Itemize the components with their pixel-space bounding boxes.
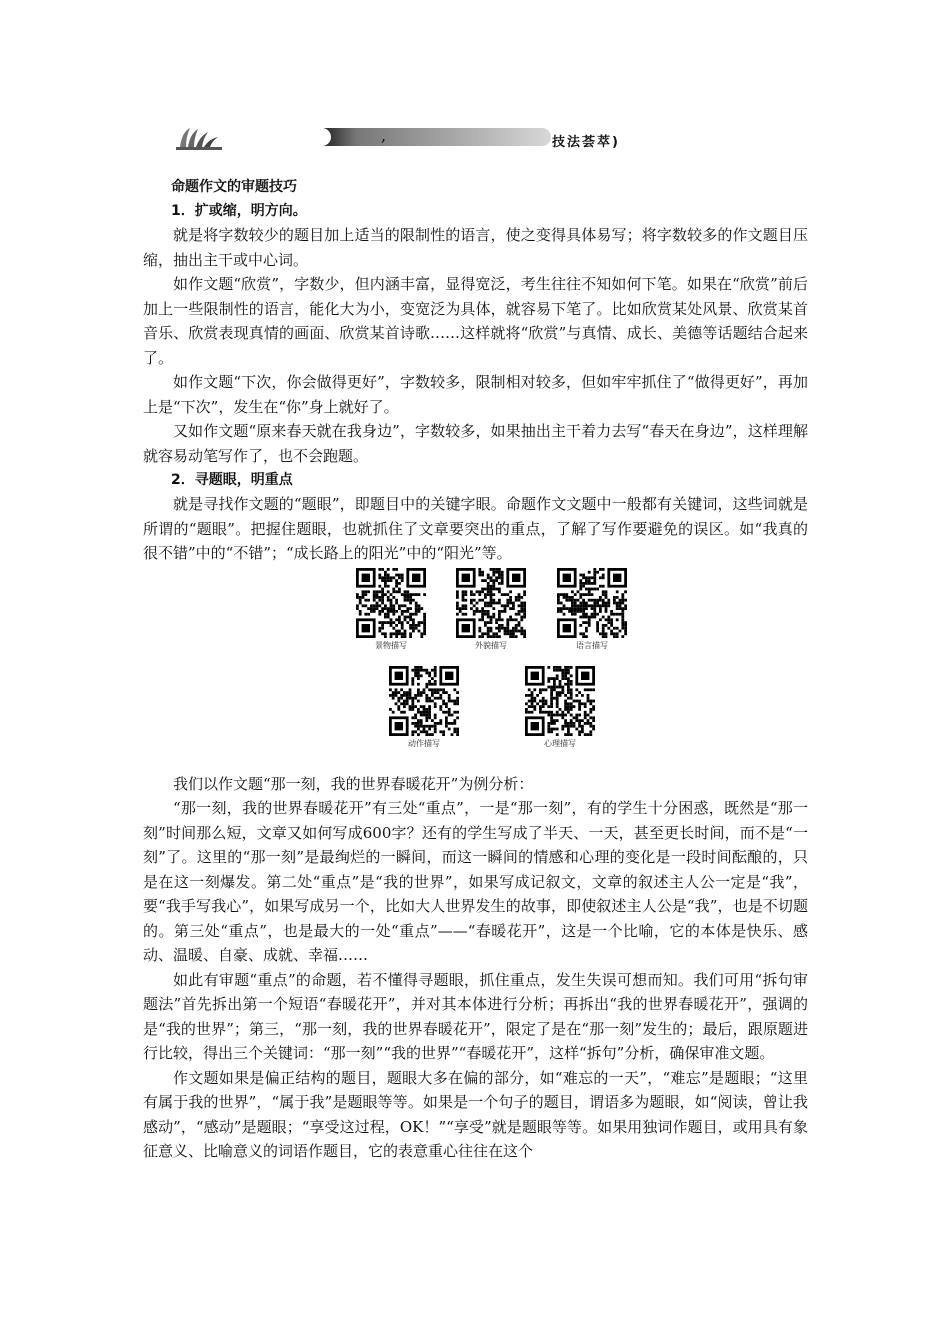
qr-code-icon bbox=[525, 666, 595, 736]
qr-code-row-2 bbox=[143, 662, 808, 772]
qr-caption: 语言描写 bbox=[576, 640, 608, 650]
paragraph: 如此有审题“重点”的命题，若不懂得寻题眼，抓住重点，发生失误可想而知。我们可用“拆句审题法”首先拆出第一个短语“春暖花开”，并对其本体进行分析；再拆出“我的世界春暖花开”，强调的是“我的世界”；第三，“那一刻，我的世界春暖花开”，限定了是在“那一刻”发生的；最后，跟原题进行比较，得出三个关键词：“那一刻”“我的世界”“春暖花开”，这样“拆句”分析，确保审准文题。 bbox=[143, 970, 808, 1062]
qr-code-action[interactable] bbox=[389, 666, 459, 750]
qr-caption: 心理描写 bbox=[544, 738, 576, 748]
qr-code-psychology[interactable] bbox=[525, 666, 595, 750]
qr-code-appearance[interactable] bbox=[456, 568, 526, 652]
article-title: 命题作文的审题技巧 bbox=[171, 179, 297, 195]
paragraph: 作文题如果是偏正结构的题目，题眼大多在偏的部分，如“难忘的一天”，“难忘”是题眼；“这里有属于我的世界”，“属于我”是题眼等等。如果是一个句子的题目，谓语多为题眼，如“阅读，曾让我感动”，“感动”是题眼；“享受这过程，OK！”“享受”就是题眼等等。如果用独词作题目，或用具有象征意义、比喻意义的词语作题目，它的表意重心往往在这个 bbox=[143, 1068, 808, 1160]
qr-code-icon bbox=[456, 568, 526, 638]
qr-code-speech[interactable] bbox=[557, 568, 627, 652]
paragraph: 如作文题“下次，你会做得更好”，字数较多，限制相对较多，但如牢牢抓住了“做得更好”，再加上是“下次”，发生在“你”身上就好了。 bbox=[143, 373, 808, 416]
paragraph: 如作文题“欣赏”，字数少，但内涵丰富，显得宽泛，考生往往不知如何下笔。如果在“欣赏”前后加上一些限制性的语言，能化大为小，变宽泛为具体，就容易下笔了。比如欣赏某处风景、欣赏某首音乐、欣赏表现真情的画面、欣赏某首诗歌……这样就将“欣赏”与真情、成长、美德等话题结合起来了。 bbox=[143, 275, 808, 367]
section-heading-2: 2．寻题眼，明重点 bbox=[171, 472, 293, 488]
paragraph: “那一刻，我的世界春暖花开”有三处“重点”，一是“那一刻”，有的学生十分困惑，既然是“那一刻”时间那么短，文章又如何写成600字？还有的学生写成了半天、一天，甚至更长时间，而不是“一刻”了。这里的“那一刻”是最绚烂的一瞬间，而这一瞬间的情感和心理的变化是一段时间酝酿的，只是在这一刻爆发。第二处“重点”是“我的世界”，如果写成记叙文，文章的叙述主人公一定是“我”，要“我手写我心”，如果写成另一个，比如大人世界发生的故事，即使叙述主人公是“我”，也是不切题的。第三处“重点”，也是最大的一处“重点”——“春暖花开”，这是一个比喻，它的本体是快乐、感动、温暖、自豪、成就、幸福…… bbox=[143, 799, 808, 964]
article bbox=[143, 175, 808, 1164]
qr-caption: 外貌描写 bbox=[475, 640, 507, 650]
qr-code-row-1 bbox=[143, 566, 808, 662]
qr-code-icon bbox=[356, 568, 426, 638]
qr-caption: 动作描写 bbox=[408, 738, 440, 748]
paragraph: 我们以作文题“那一刻，我的世界春暖花开”为例分析： bbox=[173, 774, 534, 793]
qr-caption: 景物描写 bbox=[375, 640, 407, 650]
banner-comma: , bbox=[381, 126, 387, 145]
paragraph: 就是将字数较少的题目加上适当的限制性的语言，使之变得具体易写；将字数较多的作文题目压缩，抽出主干或中心词。 bbox=[143, 226, 808, 269]
paragraph: 又如作文题“原来春天就在我身边”，字数较多，如果抽出主干着力去写“春天在身边”，这样理解就容易动笔写作了，也不会跑题。 bbox=[143, 422, 808, 465]
qr-code-icon bbox=[389, 666, 459, 736]
paragraph: 就是寻找作文题的“题眼”，即题目中的关键字眼。命题作文文题中一般都有关键词，这些词就是所谓的“题眼”。把握住题眼，也就抓住了文章要突出的重点，了解了写作要避免的误区。如“我真的很不错”中的“不错”；“成长路上的阳光”中的“阳光”等。 bbox=[143, 495, 808, 562]
section-tag: 技法荟萃) bbox=[552, 135, 620, 150]
fan-ornament-icon bbox=[176, 126, 222, 150]
gradient-pill-icon bbox=[312, 128, 552, 146]
qr-code-scenery[interactable] bbox=[356, 568, 426, 652]
qr-code-icon bbox=[557, 568, 627, 638]
section-heading-1: 1．扩或缩，明方向。 bbox=[171, 203, 307, 219]
section-banner bbox=[170, 122, 690, 154]
